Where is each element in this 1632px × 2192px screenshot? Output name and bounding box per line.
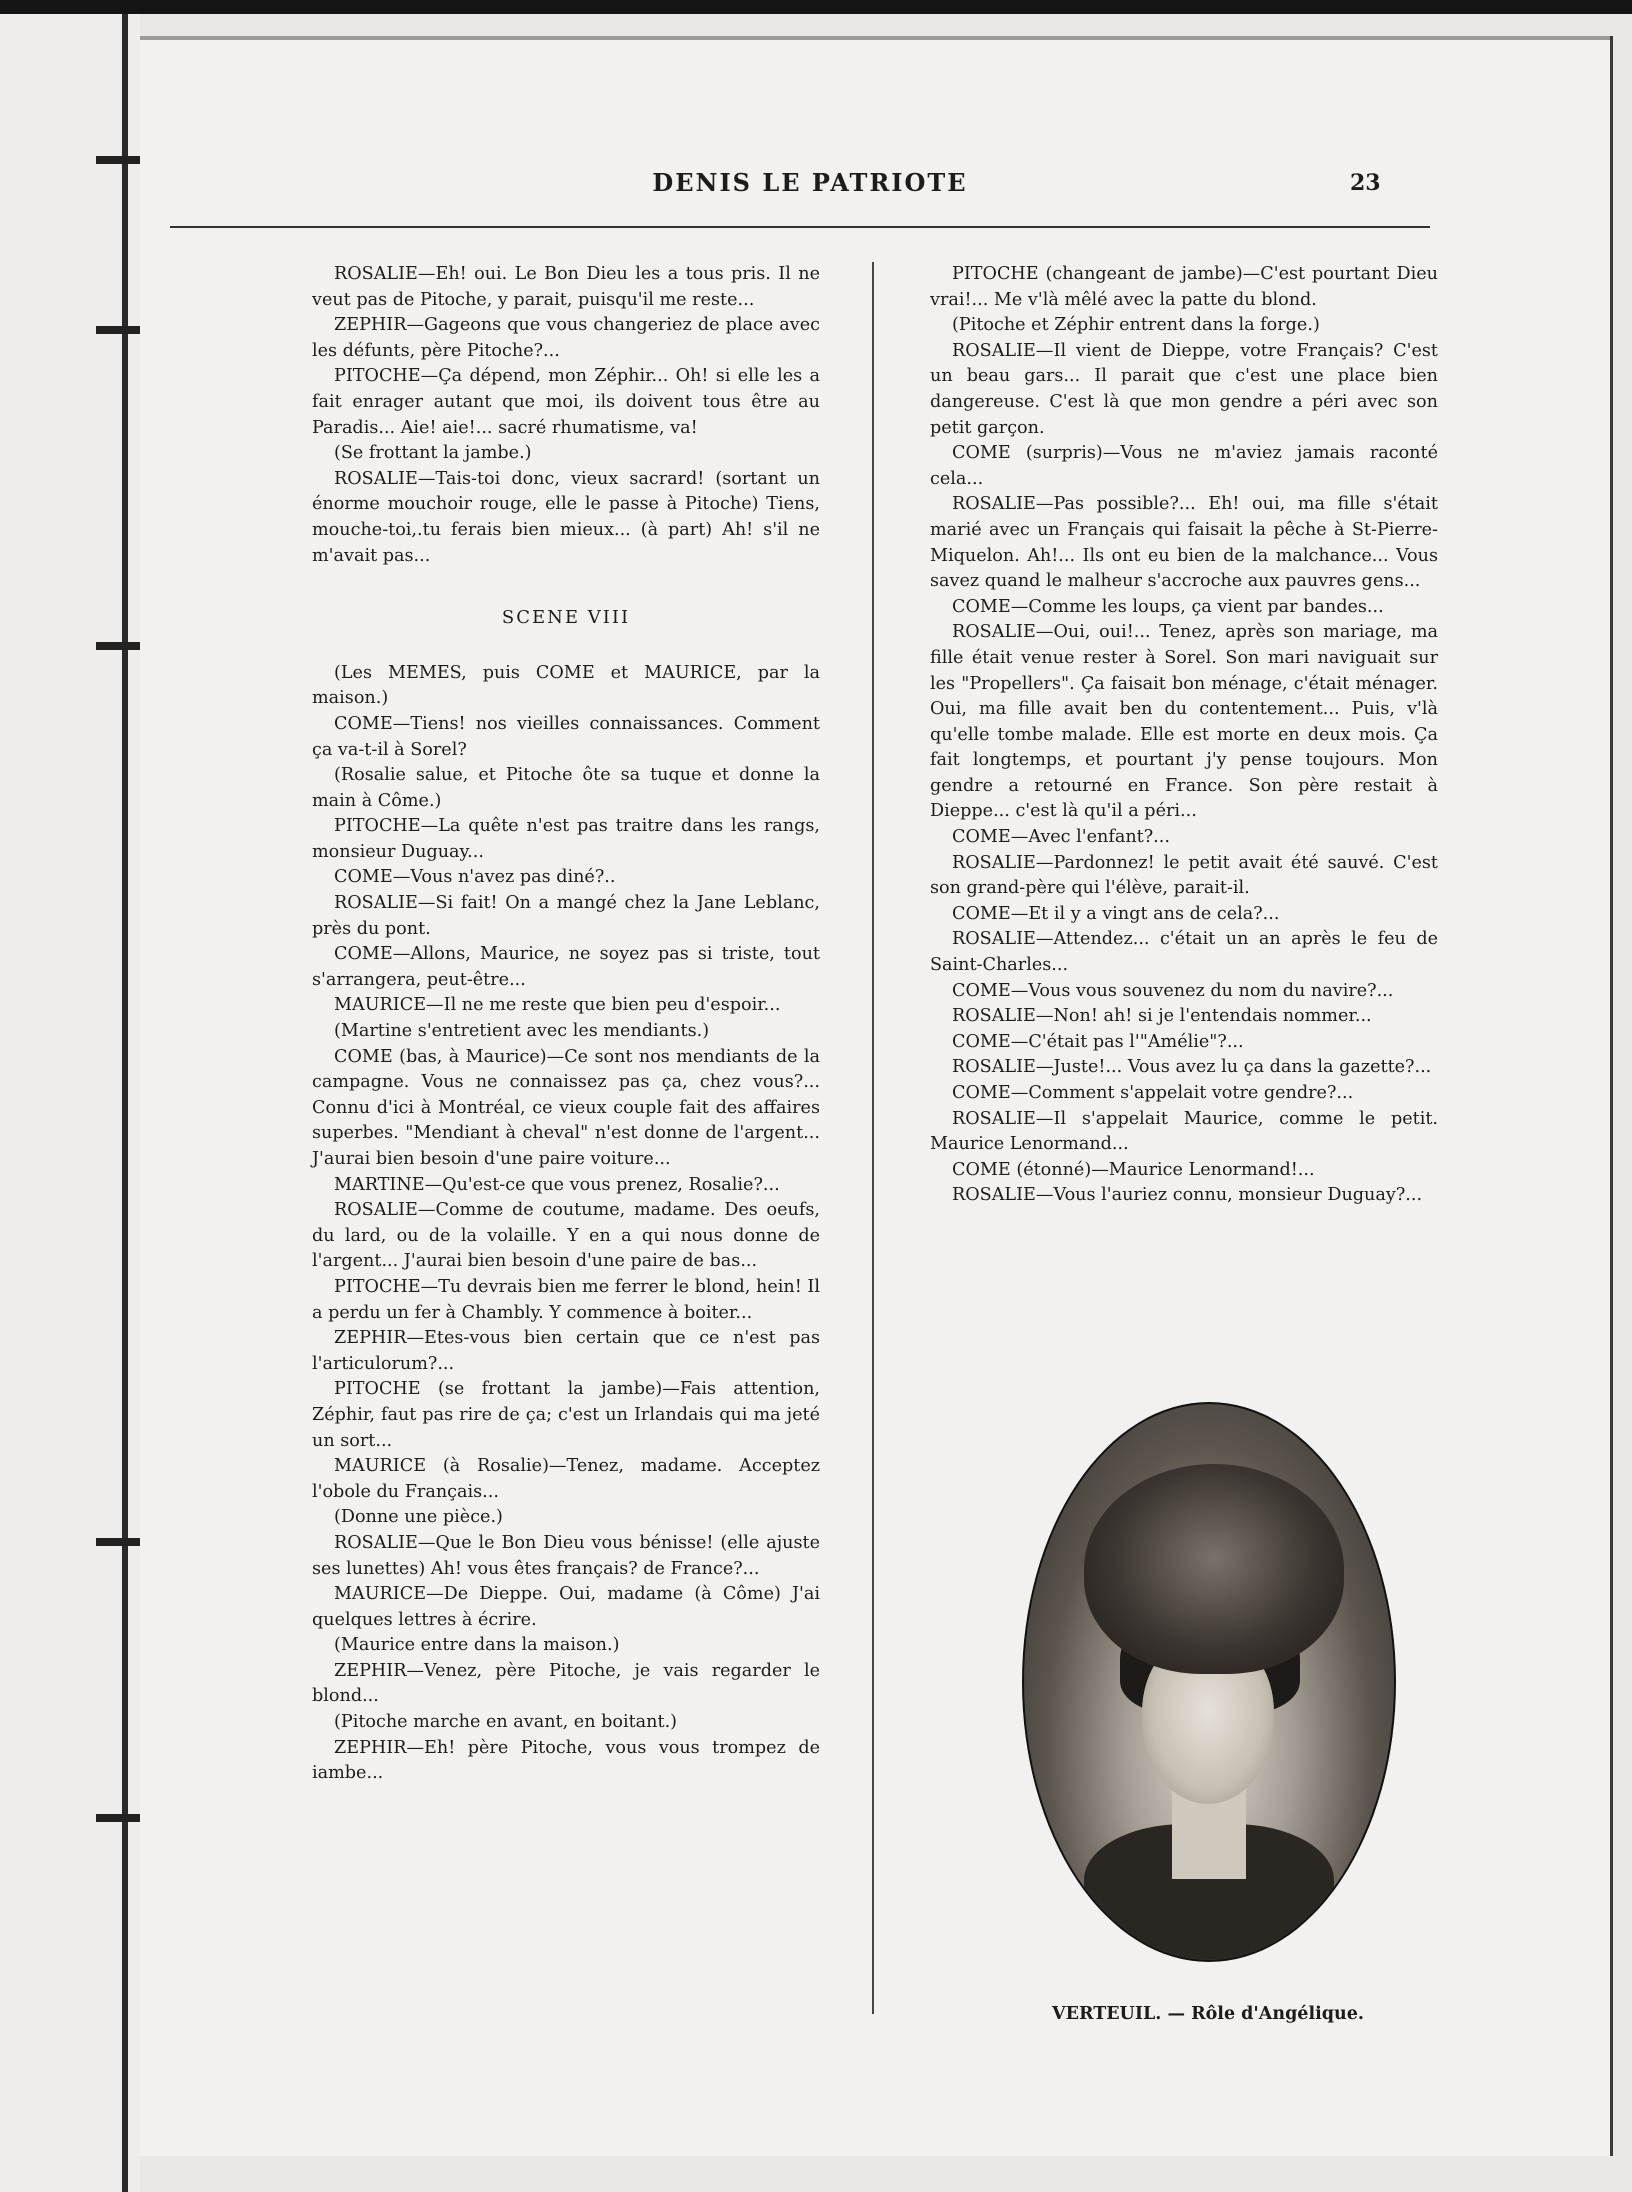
dialogue-paragraph: ROSALIE—Si fait! On a mangé chez la Jane Leblanc, près du pont. [312,893,820,939]
right-column [930,262,1438,1209]
dialogue-paragraph: COME (étonné)—Maurice Lenormand!... [952,1159,1315,1180]
dialogue-paragraph: PITOCHE (changeant de jambe)—C'est pourtant Dieu vrai!... Me v'là mêlé avec la patte du blond. [930,264,1438,310]
stage-direction: (Maurice entre dans la maison.) [334,1635,620,1656]
binding-stitch [96,1814,142,1822]
dialogue-paragraph: ROSALIE—Non! ah! si je l'entendais nommer... [952,1006,1372,1027]
dialogue-paragraph: COME—C'était pas l'"Amélie"?... [952,1031,1244,1052]
dialogue-paragraph: (Les MEMES, puis COME et MAURICE, par la maison.) [312,662,820,709]
dialogue-paragraph: (Rosalie salue, et Pitoche ôte sa tuque et donne la main à Côme.) [312,765,820,811]
dialogue-paragraph: PITOCHE—Ça dépend, mon Zéphir... Oh! si elle les a fait enrager autant que moi, ils doivent tous être au Paradis... Aie! aie!... sacré rhumatisme, va! [312,366,820,438]
running-title: DENIS LE PATRIOTE [652,168,968,197]
header-rule [170,226,1430,228]
dialogue-paragraph: COME—Allons, Maurice, ne soyez pas si triste, tout s'arrangera, peut-être... [312,944,820,990]
left-column [312,262,820,1787]
dialogue-paragraph: ROSALIE—Il vient de Dieppe, votre Français? C'est un beau gars... Il parait que c'est une place bien dangereuse. C'est là que mon gendre a péri avec son petit garçon. [930,340,1438,438]
binding-stitch [96,326,142,334]
dialogue-paragraph: ROSALIE—Vous l'auriez connu, monsieur Duguay?... [952,1185,1423,1206]
dialogue-paragraph: ROSALIE—Oui, oui!... Tenez, après son mariage, ma fille était venue rester à Sorel. Son mari naviguait sur les "Propellers". Ça faisait bon ménage, c'était ménager. Oui, ma fille avait ben du contentement... Puis, v'là qu'elle tombe malade. Elle est morte en deux mois. Ça fait longtemps, et pourtant j'y pense toujours. Mon gendre a retourné en France. Son père restait à Dieppe... c'est là qu'il a péri... [930,622,1438,822]
binding-stitch [96,642,142,650]
column-divider [872,262,874,2014]
dialogue-paragraph: ROSALIE—Juste!... Vous avez lu ça dans la gazette?... [952,1057,1432,1078]
dialogue-paragraph: ROSALIE—Attendez... c'était un an après le feu de Saint-Charles... [930,929,1438,976]
dialogue-paragraph: ROSALIE—Comme de coutume, madame. Des oeufs, du lard, ou de la volaille. Y en a qui nous donne de l'argent... J'aurai bien besoin d'une paire de bas... [312,1200,820,1272]
dialogue-paragraph: ZEPHIR—Gageons que vous changeriez de place avec les défunts, père Pitoche?... [312,315,820,361]
portrait-photo [1022,1402,1394,1960]
dialogue-paragraph: COME—Comme les loups, ça vient par bandes... [952,596,1384,617]
stage-direction: (Pitoche et Zéphir entrent dans la forge.) [952,315,1320,336]
dialogue-paragraph: MARTINE—Qu'est-ce que vous prenez, Rosalie?... [334,1174,780,1195]
dialogue-paragraph: ROSALIE—Il s'appelait Maurice, comme le petit. Maurice Lenormand... [930,1108,1438,1155]
dialogue-paragraph: COME—Tiens! nos vieilles connaissances. Comment ça va-t-il à Sorel? [312,713,820,760]
dialogue-paragraph: ROSALIE—Eh! oui. Le Bon Dieu les a tous pris. Il ne veut pas de Pitoche, y parait, puisqu'il me reste... [312,264,820,310]
binding-stitch [96,1538,142,1546]
dialogue-paragraph: ROSALIE—Pas possible?... Eh! oui, ma fille s'était marié avec un Français qui faisait la pêche à St-Pierre-Miquelon. Ah!... Ils ont eu bien de la malchance... Vous savez quand le malheur s'accroche aux pauvres gens... [930,494,1438,592]
stage-direction: (Donne une pièce.) [334,1507,503,1528]
oval-portrait [1022,1402,1396,1962]
dialogue-paragraph: MAURICE—De Dieppe. Oui, madame (à Côme) J'ai quelques lettres à écrire. [312,1584,820,1630]
dialogue-paragraph: ZEPHIR—Etes-vous bien certain que ce n'est pas l'articulorum?... [312,1328,820,1374]
portrait-hat [1084,1464,1344,1674]
left-column-dialogue-continued [312,661,820,1787]
dialogue-paragraph: PITOCHE—Tu devrais bien me ferrer le blond, hein! Il a perdu un fer à Chambly. Y commence à boiter... [312,1276,820,1323]
stage-direction: (Se frottant la jambe.) [334,443,532,464]
dialogue-paragraph: ROSALIE—Pardonnez! le petit avait été sauvé. C'est son grand-père qui l'élève, parait-il. [930,852,1438,899]
page-number: 23 [1350,170,1381,196]
dialogue-paragraph: PITOCHE—La quête n'est pas traitre dans les rangs, monsieur Duguay... [312,816,820,862]
dialogue-paragraph: ROSALIE—Que le Bon Dieu vous bénisse! (elle ajuste ses lunettes) Ah! vous êtes français? de France?... [312,1532,820,1579]
dialogue-paragraph: PITOCHE (se frottant la jambe)—Fais attention, Zéphir, faut pas rire de ça; c'est un Irlandais qui ma jeté un sort... [312,1379,820,1451]
dialogue-paragraph: COME (bas, à Maurice)—Ce sont nos mendiants de la campagne. Vous ne connaissez pas ça, chez vous?... Connu d'ici à Montréal, ce vieux couple fait des affaires superbes. "Mendiant à cheval" n'est donne de l'argent... J'aurai bien besoin d'une paire voiture... [312,1046,820,1169]
right-column-dialogue [930,262,1438,1209]
dialogue-paragraph: MAURICE—Il ne me reste que bien peu d'espoir... [334,995,781,1016]
left-column-dialogue [312,262,820,569]
scan-top-border [0,0,1632,14]
dialogue-paragraph: COME—Avec l'enfant?... [952,827,1170,848]
scene-heading: SCENE VIII [501,607,631,629]
dialogue-paragraph: COME—Et il y a vingt ans de cela?... [952,903,1280,924]
binding-stitch [96,156,142,164]
dialogue-paragraph: ZEPHIR—Venez, père Pitoche, je vais regarder le blond... [312,1660,820,1707]
dialogue-paragraph: COME—Vous vous souvenez du nom du navire?... [952,980,1394,1001]
dialogue-paragraph: COME—Vous n'avez pas diné?.. [334,867,616,888]
stage-direction: (Pitoche marche en avant, en boitant.) [334,1712,678,1733]
dialogue-paragraph: COME—Comment s'appelait votre gendre?... [952,1083,1354,1103]
dialogue-paragraph: MAURICE (à Rosalie)—Tenez, madame. Acceptez l'obole du Français... [312,1456,820,1502]
dialogue-paragraph: ROSALIE—Tais-toi donc, vieux sacrard! (sortant un énorme mouchoir rouge, elle le passe à Pitoche) Tiens, mouche-toi,.tu ferais bien mieux... (à part) Ah! s'il ne m'avait pas... [312,468,820,566]
stage-direction: (Martine s'entretient avec les mendiants.) [334,1021,710,1042]
photo-caption: VERTEUIL. — Rôle d'Angélique. [1052,2004,1364,2024]
page-header [170,162,1390,232]
book-binding [0,14,140,2192]
binding-edge [122,14,128,2192]
dialogue-paragraph: ZEPHIR—Eh! père Pitoche, vous vous trompez de iambe... [312,1737,820,1784]
dialogue-paragraph: COME (surpris)—Vous ne m'aviez jamais raconté cela... [930,443,1438,489]
